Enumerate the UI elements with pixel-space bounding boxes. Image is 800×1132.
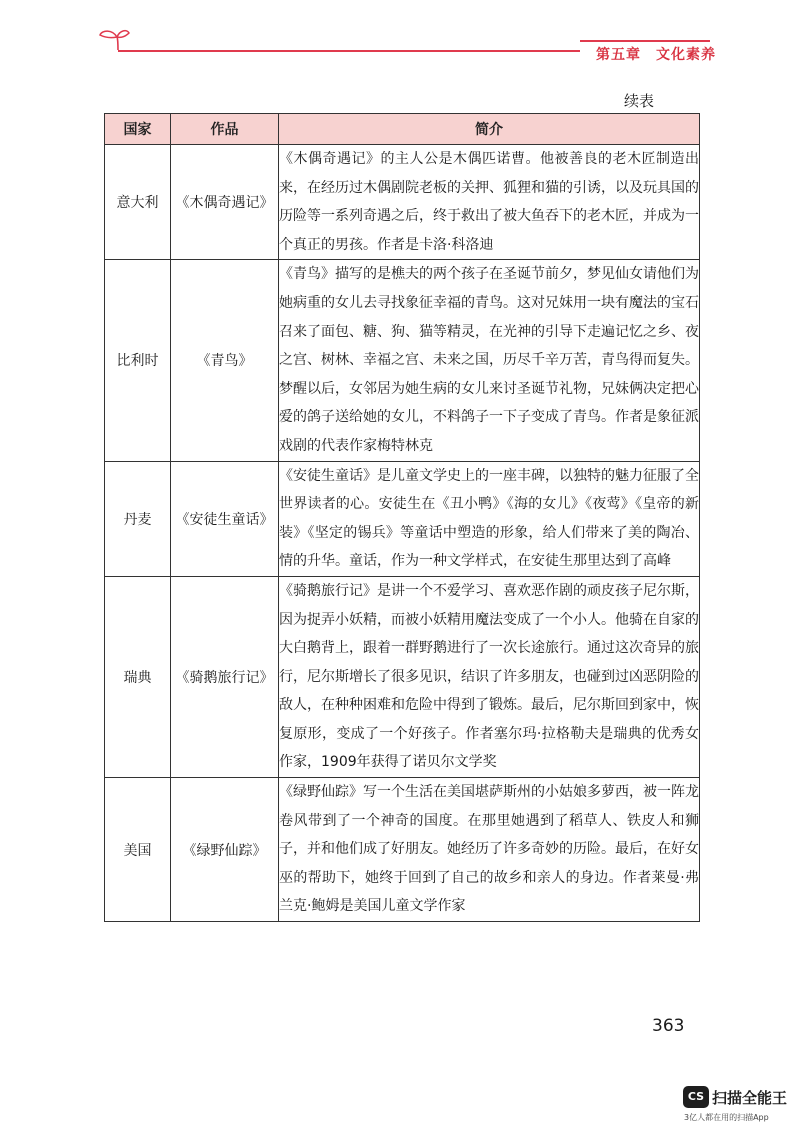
intro-cell: 《骑鹅旅行记》是讲一个不爱学习、喜欢恶作剧的顽皮孩子尼尔斯，因为捉弄小妖精，而被小妖精用魔法变成了一个小人。他骑在自家的大白鹅背上，跟着一群野鹅进行了一次长途旅行。通过这次奇异的旅行，尼尔斯增长了很多见识，结识了许多朋友，也碰到过凶恶阴险的敌人，在种种困难和危险中得到了锻炼。最后，尼尔斯回到家中，恢复原形，变成了一个好孩子。作者塞尔玛·拉格勒夫是瑞典的优秀女作家，1909年获得了诺贝尔文学奖 xyxy=(279,576,700,777)
work-cell: 《青鸟》 xyxy=(171,260,279,461)
work-cell: 《木偶奇遇记》 xyxy=(171,145,279,260)
table-header-row xyxy=(105,114,700,145)
watermark-tagline: 3亿人都在用的扫描App xyxy=(684,1113,769,1122)
table-row xyxy=(105,576,700,777)
country-cell: 意大利 xyxy=(105,145,171,260)
column-header-work: 作品 xyxy=(171,114,279,145)
page-number: 363 xyxy=(652,1016,685,1036)
continued-label: 续表 xyxy=(624,92,655,110)
country-cell: 美国 xyxy=(105,778,171,922)
work-cell: 《安徒生童话》 xyxy=(171,461,279,576)
column-header-country: 国家 xyxy=(105,114,171,145)
country-cell: 瑞典 xyxy=(105,576,171,777)
work-cell: 《绿野仙踪》 xyxy=(171,778,279,922)
chapter-title: 第五章 文化素养 xyxy=(596,47,716,63)
sprout-icon xyxy=(96,26,130,52)
table-row xyxy=(105,260,700,461)
literature-table xyxy=(104,113,700,922)
intro-cell: 《青鸟》描写的是樵夫的两个孩子在圣诞节前夕，梦见仙女请他们为她病重的女儿去寻找象征幸福的青鸟。这对兄妹用一块有魔法的宝石召来了面包、糖、狗、猫等精灵，在光神的引导下走遍记忆之乡、夜之宫、树林、幸福之宫、未来之国，历尽千辛万苦，青鸟得而复失。梦醒以后，女邻居为她生病的女儿来讨圣诞节礼物，兄妹俩决定把心爱的鸽子送给她的女儿，不料鸽子一下子变成了青鸟。作者是象征派戏剧的代表作家梅特林克 xyxy=(279,260,700,461)
camscanner-logo-icon: CS xyxy=(683,1086,709,1108)
column-header-intro: 简介 xyxy=(279,114,700,145)
country-cell: 比利时 xyxy=(105,260,171,461)
intro-cell: 《安徒生童话》是儿童文学史上的一座丰碑，以独特的魅力征服了全世界读者的心。安徒生在《丑小鸭》《海的女儿》《夜莺》《皇帝的新装》《坚定的锡兵》等童话中塑造的形象，给人们带来了美的陶冶、情的升华。童话，作为一种文学样式，在安徒生那里达到了高峰 xyxy=(279,461,700,576)
header-rule xyxy=(118,50,580,52)
table-row xyxy=(105,461,700,576)
intro-cell: 《木偶奇遇记》的主人公是木偶匹诺曹。他被善良的老木匠制造出来，在经历过木偶剧院老板的关押、狐狸和猫的引诱，以及玩具国的历险等一系列奇遇之后，终于救出了被大鱼吞下的老木匠，并成为一个真正的男孩。作者是卡洛·科洛迪 xyxy=(279,145,700,260)
intro-cell: 《绿野仙踪》写一个生活在美国堪萨斯州的小姑娘多萝西，被一阵龙卷风带到了一个神奇的国度。在那里她遇到了稻草人、铁皮人和狮子，并和他们成了好朋友。她经历了许多奇妙的历险。最后，在好女巫的帮助下，她终于回到了自己的故乡和亲人的身边。作者莱曼·弗兰克·鲍姆是美国儿童文学作家 xyxy=(279,778,700,922)
watermark-app-name: 扫描全能王 xyxy=(712,1089,788,1107)
work-cell: 《骑鹅旅行记》 xyxy=(171,576,279,777)
country-cell: 丹麦 xyxy=(105,461,171,576)
table-row xyxy=(105,145,700,260)
table-row xyxy=(105,778,700,922)
